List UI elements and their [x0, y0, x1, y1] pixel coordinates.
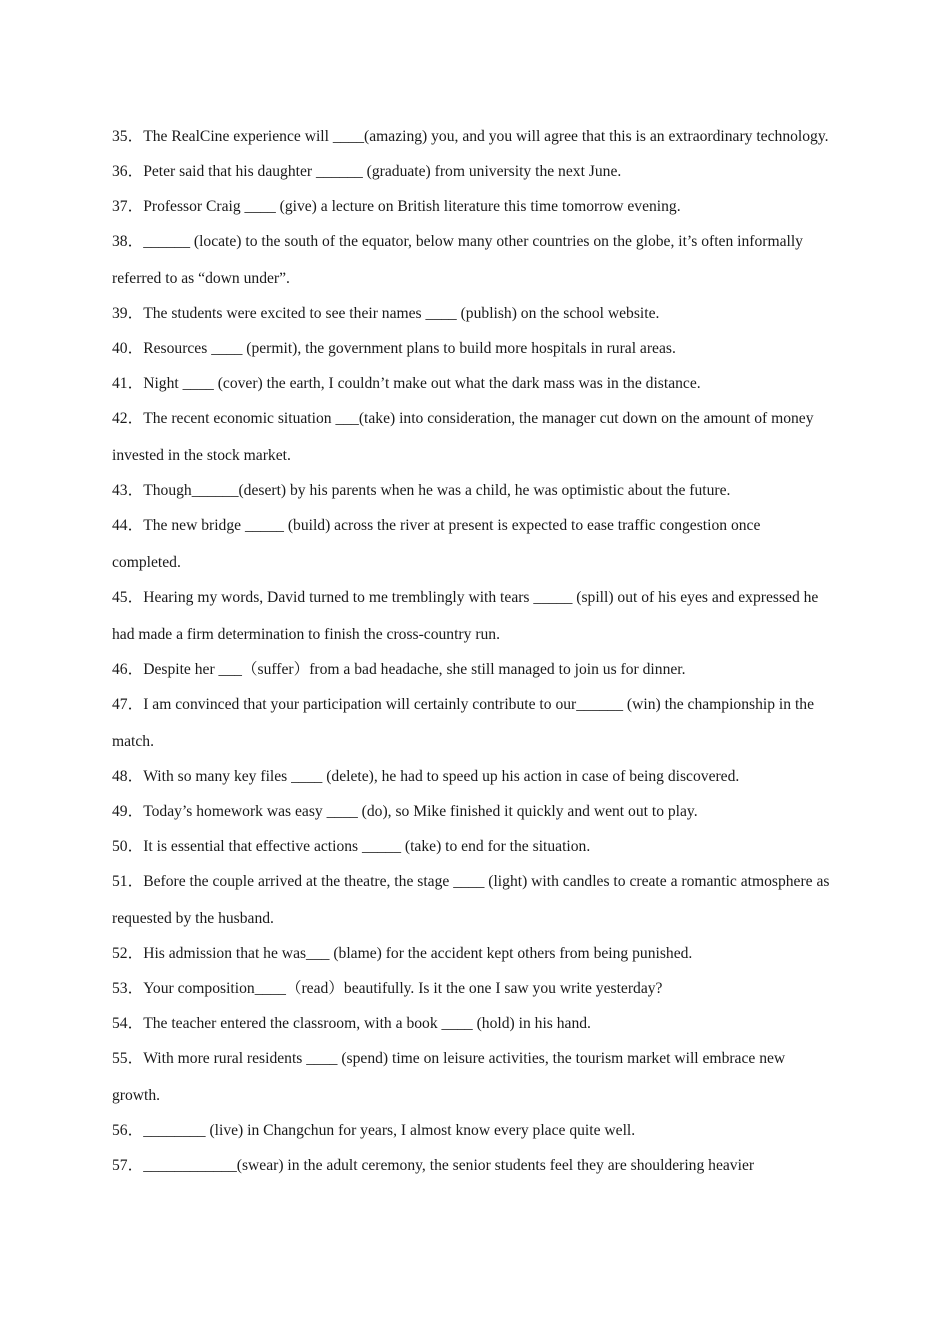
question-text: ________ (live) in Changchun for years, I almost know every place quite well. [143, 1122, 636, 1139]
question-text: The new bridge _____ (build) across the river at present is expected to ease traffic congestion once completed. [112, 517, 761, 571]
question-number: 56． [112, 1122, 144, 1139]
question-text: Though______(desert) by his parents when he was a child, he was optimistic about the future. [143, 482, 731, 499]
question-44 [112, 507, 830, 581]
question-number: 50． [112, 838, 144, 855]
question-text: I am convinced that your participation will certainly contribute to our______ (win) the championship in the match. [112, 696, 814, 750]
question-text: Resources ____ (permit), the government plans to build more hospitals in rural areas. [143, 340, 676, 357]
question-47 [112, 686, 830, 760]
question-number: 52． [112, 945, 144, 962]
question-54 [112, 1005, 830, 1042]
question-list [112, 118, 830, 1182]
question-40 [112, 330, 830, 367]
question-text: The students were excited to see their names ____ (publish) on the school website. [143, 305, 660, 322]
question-51 [112, 863, 830, 937]
question-number: 42． [112, 410, 144, 427]
question-text: The recent economic situation ___(take) into consideration, the manager cut down on the amount of money invested in the stock market. [112, 410, 814, 464]
question-number: 49． [112, 803, 144, 820]
question-56 [112, 1112, 830, 1149]
question-text: Despite her ___（suffer）from a bad headache, she still managed to join us for dinner. [143, 661, 686, 678]
question-number: 40． [112, 340, 144, 357]
question-number: 57． [112, 1157, 144, 1174]
question-57 [112, 1147, 830, 1184]
question-number: 51． [112, 873, 144, 890]
question-43 [112, 472, 830, 509]
question-number: 54． [112, 1015, 144, 1032]
question-number: 36． [112, 163, 144, 180]
question-39 [112, 295, 830, 332]
question-36 [112, 153, 830, 190]
question-41 [112, 365, 830, 402]
question-number: 55． [112, 1050, 144, 1067]
question-number: 44． [112, 517, 144, 534]
question-number: 37． [112, 198, 144, 215]
question-text: Hearing my words, David turned to me tremblingly with tears _____ (spill) out of his eyes and expressed he had made a firm determination to finish the cross-country run. [112, 589, 819, 643]
question-53 [112, 970, 830, 1007]
question-number: 43． [112, 482, 144, 499]
question-52 [112, 935, 830, 972]
question-55 [112, 1040, 830, 1114]
question-text: Peter said that his daughter ______ (graduate) from university the next June. [143, 163, 622, 180]
question-number: 45． [112, 589, 144, 606]
question-text: With so many key files ____ (delete), he had to speed up his action in case of being discovered. [143, 768, 740, 785]
question-number: 35． [112, 128, 144, 145]
question-number: 46． [112, 661, 144, 678]
question-text: His admission that he was___ (blame) for the accident kept others from being punished. [143, 945, 693, 962]
question-48 [112, 758, 830, 795]
question-number: 47． [112, 696, 144, 713]
question-text: Today’s homework was easy ____ (do), so Mike finished it quickly and went out to play. [143, 803, 698, 820]
question-42 [112, 400, 830, 474]
question-text: Your composition____（read）beautifully. Is it the one I saw you write yesterday? [143, 980, 663, 997]
question-35 [112, 118, 830, 155]
question-text: It is essential that effective actions _____ (take) to end for the situation. [143, 838, 591, 855]
question-text: ____________(swear) in the adult ceremony, the senior students feel they are shouldering heavier [143, 1157, 755, 1174]
question-text: ______ (locate) to the south of the equator, below many other countries on the globe, it’s often informally referred to as “down under”. [112, 233, 803, 287]
question-45 [112, 579, 830, 653]
question-text: The teacher entered the classroom, with a book ____ (hold) in his hand. [143, 1015, 591, 1032]
question-text: Before the couple arrived at the theatre, the stage ____ (light) with candles to create a romantic atmosphere as requested by the husband. [112, 873, 830, 927]
question-text: With more rural residents ____ (spend) time on leisure activities, the tourism market will embrace new growth. [112, 1050, 786, 1104]
question-number: 38． [112, 233, 144, 250]
question-38 [112, 223, 830, 297]
question-number: 39． [112, 305, 144, 322]
question-50 [112, 828, 830, 865]
question-number: 53． [112, 980, 144, 997]
question-49 [112, 793, 830, 830]
question-37 [112, 188, 830, 225]
question-text: Night ____ (cover) the earth, I couldn’t make out what the dark mass was in the distance. [143, 375, 701, 392]
question-number: 48． [112, 768, 144, 785]
question-text: Professor Craig ____ (give) a lecture on British literature this time tomorrow evening. [143, 198, 681, 215]
question-46 [112, 651, 830, 688]
question-text: The RealCine experience will ____(amazing) you, and you will agree that this is an extraordinary technology. [143, 128, 829, 145]
question-number: 41． [112, 375, 144, 392]
